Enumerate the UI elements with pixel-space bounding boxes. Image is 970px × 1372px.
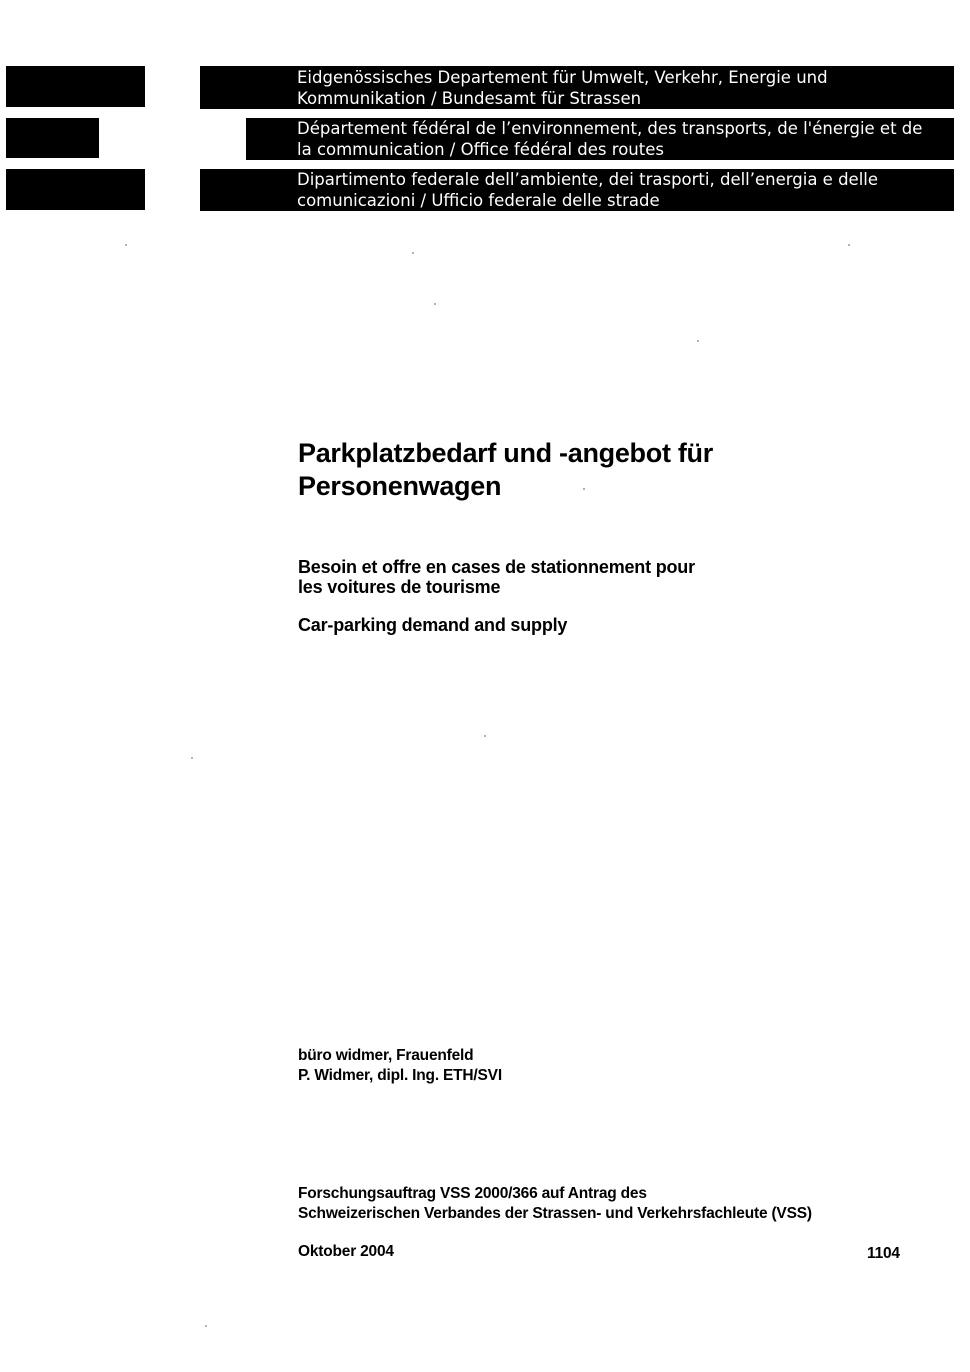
subtitle-english	[298, 615, 567, 635]
scan-speck	[434, 303, 436, 305]
department-italian-line-2: comunicazioni / Ufficio federale delle strade	[297, 191, 660, 210]
subtitle-french-line-2: les voitures de tourisme	[298, 577, 501, 597]
page-title	[298, 437, 713, 503]
department-french-line-2: la communication / Office fédéral des routes	[297, 140, 664, 159]
scan-speck	[125, 244, 127, 246]
publication-date: Oktober 2004	[298, 1243, 394, 1260]
scan-speck	[697, 340, 699, 342]
department-band-german	[200, 66, 954, 109]
author-line-1: büro widmer, Frauenfeld	[298, 1047, 474, 1064]
department-band-italian	[200, 169, 954, 211]
subtitle-french-line-1: Besoin et offre en cases de stationnement pour	[298, 557, 695, 577]
research-commission	[298, 1184, 812, 1224]
author-line-2: P. Widmer, dipl. Ing. ETH/SVI	[298, 1067, 502, 1084]
logo-block-bottom	[6, 169, 145, 210]
scan-speck	[583, 488, 585, 490]
department-band-french	[246, 118, 954, 160]
scan-speck	[191, 757, 193, 759]
department-german-line-2: Kommunikation / Bundesamt für Strassen	[297, 89, 642, 108]
logo-block-middle	[6, 118, 99, 158]
subtitle-english-line: Car-parking demand and supply	[298, 615, 568, 635]
title-line-1: Parkplatzbedarf und -angebot für	[298, 438, 713, 468]
logo-block-top	[6, 66, 145, 107]
report-number: 1104	[867, 1245, 900, 1262]
author-info	[298, 1046, 502, 1086]
department-german-line-1: Eidgenössisches Departement für Umwelt, Verkehr, Energie und	[297, 68, 828, 87]
scan-speck	[412, 252, 414, 254]
department-italian-line-1: Dipartimento federale dell’ambiente, dei trasporti, dell’energia e delle	[297, 170, 879, 189]
commission-line-1: Forschungsauftrag VSS 2000/366 auf Antrag des	[298, 1185, 647, 1202]
department-french-line-1: Département fédéral de l’environnement, des transports, de l'énergie et de	[297, 119, 923, 138]
subtitle-french	[298, 557, 695, 597]
scan-speck	[848, 244, 850, 246]
scan-speck	[205, 1325, 207, 1327]
scan-speck	[484, 735, 486, 737]
commission-line-2: Schweizerischen Verbandes der Strassen- und Verkehrsfachleute (VSS)	[298, 1205, 812, 1222]
title-line-2: Personenwagen	[298, 471, 502, 501]
